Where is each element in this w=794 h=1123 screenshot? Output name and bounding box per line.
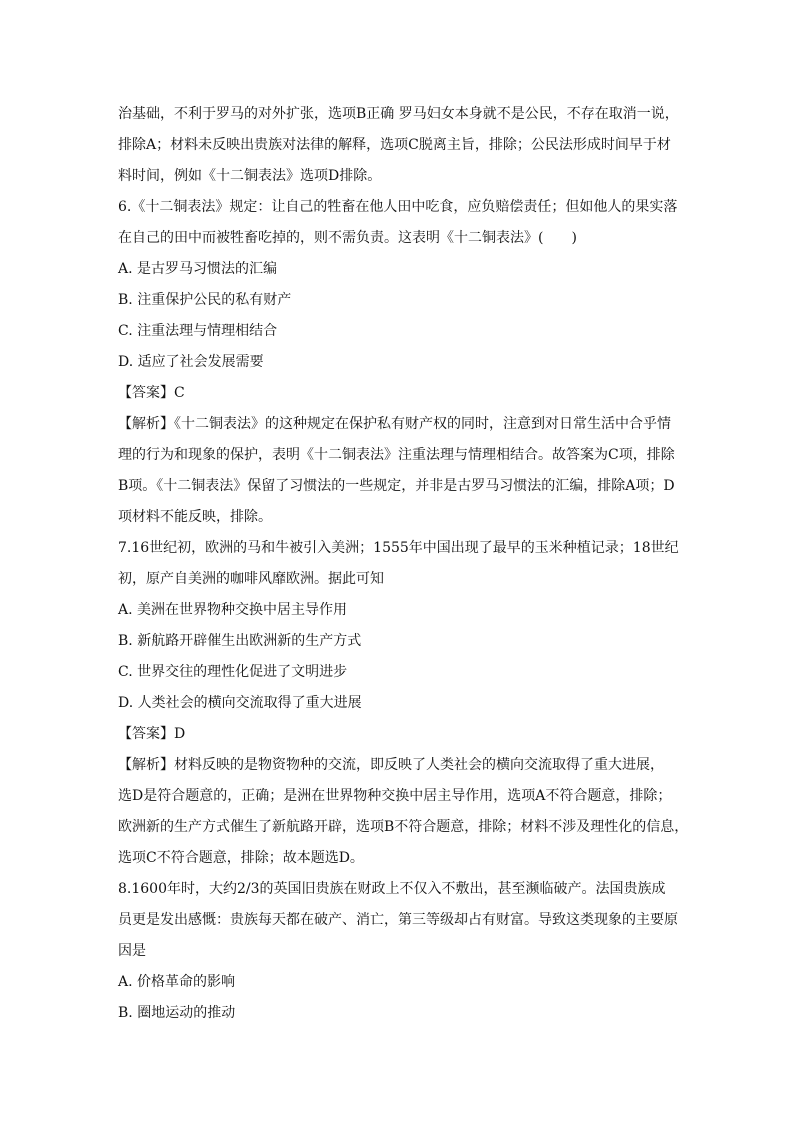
question-stem-line: 8.1600年时，大约2/3的英国旧贵族在财政上不仅入不敷出，甚至濒临破产。法国贵族成 xyxy=(118,881,666,897)
analysis-line: 理的行为和现象的保护，表明《十二铜表法》注重法理与情理相结合。故答案为C项，排除 xyxy=(118,447,675,463)
option-d: D. 人类社会的横向交流取得了重大进展 xyxy=(118,695,362,711)
option-a: A. 美洲在世界物种交换中居主导作用 xyxy=(118,602,348,618)
question-stem-line: 因是 xyxy=(118,943,146,959)
text-line: 料时间，例如《十二铜表法》选项D排除。 xyxy=(118,168,382,184)
question-stem-line: 7.16世纪初，欧洲的马和牛被引入美洲；1555年中国出现了最早的玉米种植记录；18世纪 xyxy=(118,540,679,556)
question-8 xyxy=(118,874,678,1029)
option-c: C. 世界交往的理性化促进了文明进步 xyxy=(118,664,348,680)
question-stem-line: 6.《十二铜表法》规定：让自己的牲畜在他人田中吃食，应负赔偿责任；但如他人的果实落 xyxy=(118,199,678,215)
option-a: A. 是古罗马习惯法的汇编 xyxy=(118,261,278,277)
question-stem-line: 初，原产自美洲的咖啡风靡欧洲。据此可知 xyxy=(118,571,384,587)
analysis-line: 项材料不能反映，排除。 xyxy=(118,509,272,525)
document-page xyxy=(118,99,689,1029)
option-d: D. 适应了社会发展需要 xyxy=(118,354,264,370)
analysis-line: 选项C不符合题意，排除；故本题选D。 xyxy=(118,850,364,866)
analysis-line: 欧洲新的生产方式催生了新航路开辟，选项B不符合题意，排除；材料不涉及理性化的信息， xyxy=(118,819,689,835)
analysis-line: 选D是符合题意的，正确；是洲在世界物种交换中居主导作用，选项A不符合题意，排除； xyxy=(118,788,672,804)
option-b: B. 注重保护公民的私有财产 xyxy=(118,292,292,308)
question-6 xyxy=(118,192,678,533)
option-b: B. 圈地运动的推动 xyxy=(118,1005,236,1021)
question-7 xyxy=(118,533,689,874)
analysis-line: 【解析】《十二铜表法》的这种规定在保护私有财产权的同时，注意到对日常生活中合乎情 xyxy=(118,416,671,432)
option-a: A. 价格革命的影响 xyxy=(118,974,236,990)
answer-line: 【答案】C xyxy=(118,385,185,401)
answer-line: 【答案】D xyxy=(118,726,186,742)
option-c: C. 注重法理与情理相结合 xyxy=(118,323,278,339)
text-line: 治基础，不利于罗马的对外扩张，选项B正确 罗马妇女本身就不是公民，不存在取消一说， xyxy=(118,106,679,122)
intro-paragraph xyxy=(118,99,678,192)
option-b: B. 新航路开辟催生出欧洲新的生产方式 xyxy=(118,633,362,649)
question-stem-line: 员更是发出感慨：贵族每天都在破产、消亡，第三等级却占有财富。导致这类现象的主要原 xyxy=(118,912,678,928)
analysis-line: 【解析】材料反映的是物资物种的交流，即反映了人类社会的横向交流取得了重大进展， xyxy=(118,757,664,773)
analysis-line: B项。《十二铜表法》保留了习惯法的一些规定，并非是古罗马习惯法的汇编，排除A项；D xyxy=(118,478,675,494)
question-stem-line: 在自己的田中而被牲畜吃掉的，则不需负责。这表明《十二铜表法》( ) xyxy=(118,230,577,246)
text-line: 排除A；材料未反映出贵族对法律的解释，选项C脱离主旨，排除；公民法形成时间早于材 xyxy=(118,137,671,153)
